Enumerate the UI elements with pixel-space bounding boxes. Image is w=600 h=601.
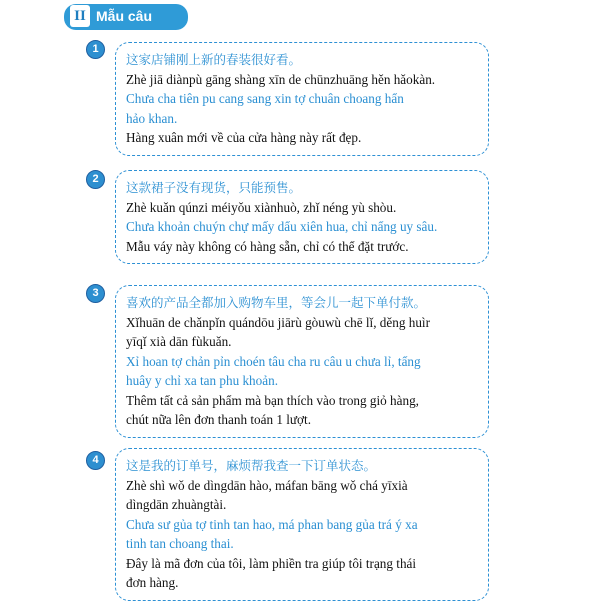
sentence-card-3 [115,285,489,438]
pinyin-line: Zhè jiā diànpù gāng shàng xīn de chūnzhuāng hěn hǎokàn. [126,71,436,87]
vietnamese-translation: Thêm tất cả sản phẩm mà bạn thích vào trong giỏ hàng, chút nữa lên đơn thanh toán 1 lượt. [126,392,419,427]
item-number-1: 1 [86,40,105,59]
pronunciation-line: Chưa khoản chuýn chự mấy dẩu xiên hua, chỉ nẩng uy sâu. [126,219,438,234]
vietnamese-translation: Hàng xuân mới về của cửa hàng này rất đẹp. [126,130,362,145]
item-number-2: 2 [86,170,105,189]
item-number-4: 4 [86,451,105,470]
chinese-sentence: 这家店铺刚上新的春装很好看。 [126,52,302,67]
chinese-sentence: 这款裙子没有现货，只能预售。 [126,180,302,195]
chinese-sentence: 喜欢的产品全都加入购物车里，等会儿一起下单付款。 [126,295,427,310]
section-number-badge: II [70,5,90,27]
pronunciation-line: Chưa cha tiên pu cang sang xin tợ chuân choang hẩn hảo khan. [126,91,404,126]
chinese-sentence: 这是我的订单号，麻烦帮我查一下订单状态。 [126,458,377,473]
pinyin-line: Zhè shì wǒ de dìngdān hào, máfan bāng wǒ chá yīxià dìngdān zhuàngtài. [126,477,408,512]
section-title: Mẫu câu [96,8,153,24]
pinyin-line: Zhè kuǎn qúnzi méiyǒu xiànhuò, zhǐ néng yù shòu. [126,199,397,215]
vietnamese-translation: Đây là mã đơn của tôi, làm phiền tra giúp tôi trạng thái đơn hàng. [126,555,417,590]
sentence-card-2 [115,170,489,264]
pinyin-line: Xǐhuān de chǎnpǐn quándōu jiārù gòuwù chē lǐ, děng huìr yīqǐ xià dān fùkuǎn. [126,314,430,349]
vietnamese-translation: Mẫu váy này không có hàng sẵn, chỉ có thể đặt trước. [126,238,409,254]
sentence-card-4 [115,448,489,601]
sentence-card-1 [115,42,489,156]
pronunciation-line: Chưa sư gủa tợ tinh tan hao, má phan bang gủa trá ý xa tinh tan choang thai. [126,516,418,551]
item-number-3: 3 [86,284,105,303]
pronunciation-line: Xỉ hoan tợ chản pỉn choén tâu cha ru câu u chưa lỉ, tẩng huây y chỉ xa tan phu khoản. [126,353,421,388]
